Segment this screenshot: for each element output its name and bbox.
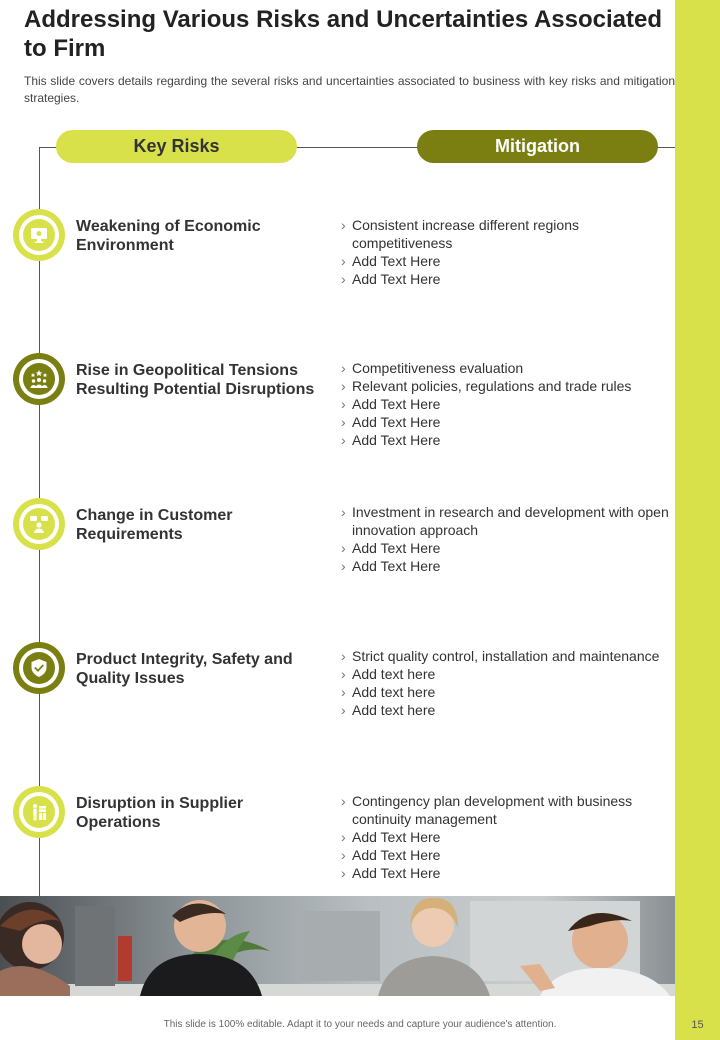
mitigation-list — [341, 792, 675, 882]
mitigation-item: › Add Text Here — [341, 270, 675, 288]
page-subtitle: This slide covers details regarding the several risks and uncertainties associated to business with key risks and mitigation strategies. — [24, 74, 675, 105]
mitigation-item: › Relevant policies, regulations and trade rules — [341, 377, 675, 395]
mitigation-item: › Add text here — [341, 701, 675, 719]
risk-title: Change in Customer Requirements — [76, 507, 233, 543]
shield-check-icon — [29, 658, 49, 678]
page-number: 15 — [691, 1019, 704, 1031]
side-accent-bar — [675, 0, 720, 1040]
mitigation-item: › Add Text Here — [341, 395, 675, 413]
monitor-icon — [29, 225, 49, 245]
mitigation-item: › Add Text Here — [341, 557, 675, 575]
mitigation-item: › Add Text Here — [341, 431, 675, 449]
mitigation-item: › Add Text Here — [341, 539, 675, 557]
risk-marker-3 — [13, 498, 65, 550]
mitigation-list — [341, 359, 675, 449]
team-meeting-photo — [0, 896, 675, 996]
mitigation-list — [341, 647, 675, 719]
mitigation-list — [341, 216, 675, 288]
supplier-boxes-icon — [29, 802, 49, 822]
risk-marker-1 — [13, 209, 65, 261]
mitigation-item: › Investment in research and development with open innovation approach — [341, 503, 675, 539]
mitigation-item: › Contingency plan development with business continuity management — [341, 792, 675, 828]
page-title: Addressing Various Risks and Uncertainties Associated to Firm — [24, 6, 662, 62]
footer-note: This slide is 100% editable. Adapt it to your needs and capture your audience's attention. — [163, 1019, 557, 1030]
customer-chat-icon — [29, 514, 49, 534]
risk-marker-4 — [13, 642, 65, 694]
risk-title: Disruption in Supplier Operations — [76, 795, 244, 831]
team-stars-icon — [29, 369, 49, 389]
mitigation-item: › Add Text Here — [341, 846, 675, 864]
mitigation-item: › Add Text Here — [341, 828, 675, 846]
mitigation-item: › Consistent increase different regions competitiveness — [341, 216, 675, 252]
risk-title: Product Integrity, Safety and Quality Issues — [76, 651, 293, 687]
risk-marker-2 — [13, 353, 65, 405]
mitigation-item: › Add text here — [341, 665, 675, 683]
mitigation-item: › Competitiveness evaluation — [341, 359, 675, 377]
key-risks-header: Key Risks — [56, 130, 297, 163]
risk-title: Weakening of Economic Environment — [76, 218, 261, 254]
mitigation-item: › Add text here — [341, 683, 675, 701]
mitigation-item: › Add Text Here — [341, 413, 675, 431]
risk-marker-5 — [13, 786, 65, 838]
risk-title: Rise in Geopolitical Tensions Resulting Potential Disruptions — [76, 362, 315, 398]
mitigation-list — [341, 503, 675, 575]
mitigation-header: Mitigation — [417, 130, 658, 163]
mitigation-item: › Add Text Here — [341, 864, 675, 882]
mitigation-item: › Add Text Here — [341, 252, 675, 270]
mitigation-item: › Strict quality control, installation and maintenance — [341, 647, 675, 665]
